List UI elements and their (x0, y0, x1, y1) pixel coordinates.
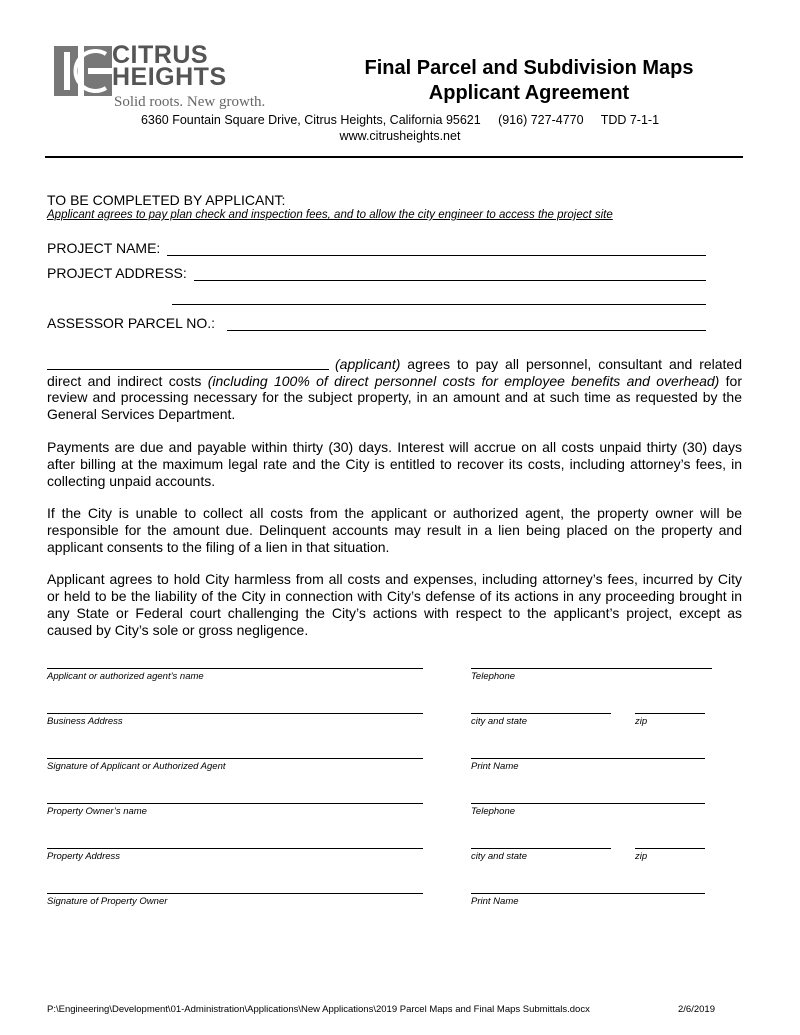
city-logo-icon (54, 46, 112, 96)
print-name-2-caption: Print Name (471, 896, 519, 907)
logo-wordmark (112, 41, 227, 91)
paragraph-2: Payments are due and payable within thirty (30) days. Interest will accrue on all costs unpaid thirty (30) days after billing at the maximum legal rate and the City is entitled to recover its costs, including attorney’s fees, in collecting unpaid accounts. (47, 439, 742, 489)
paragraph-1-line-2 (47, 373, 742, 390)
document-title-line-2: Applicant Agreement (428, 82, 630, 104)
paragraph-1-line-1-text: agrees to pay all personnel, consultant and related (407, 356, 743, 372)
paragraph-1-line-3: review and processing necessary for the subject property, in an amount and at such time as requested by the General Services Department. (47, 389, 742, 422)
section-subheading: Applicant agrees to pay plan check and inspection fees, and to allow the city engineer to access the project site (47, 209, 613, 221)
project-address-field[interactable] (194, 280, 706, 281)
applicant-italic: (applicant) (335, 356, 401, 372)
city-state-1-line[interactable] (471, 713, 611, 714)
city-address: 6360 Fountain Square Drive, Citrus Heights, California 95621 (916) 727-4770 TDD 7-1-1 (140, 113, 660, 127)
paragraph-1-line-2-italic: (including 100% of direct personnel costs for employee benefits and overhead) (207, 373, 720, 389)
footer-file-path: P:\Engineering\Development\01-Administration\Applications\New Applications\2019 Parcel Maps and Final Maps Submittals.docx (47, 1004, 590, 1015)
property-address-line[interactable] (47, 848, 423, 849)
logo-line-1: CITRUS (112, 41, 209, 69)
owner-signature-caption: Signature of Property Owner (47, 896, 168, 907)
paragraph-1-line-2-a: direct and indirect costs (47, 373, 208, 389)
logo-line-2: HEIGHTS (112, 63, 227, 91)
owner-signature-line[interactable] (47, 893, 423, 894)
business-address-line[interactable] (47, 713, 423, 714)
project-name-field[interactable] (167, 255, 706, 256)
zip-2-line[interactable] (635, 848, 705, 849)
city-website: www.citrusheights.net (339, 129, 461, 143)
applicant-signature-caption: Signature of Applicant or Authorized Agent (47, 761, 226, 772)
owner-name-caption: Property Owner’s name (47, 806, 147, 817)
telephone-2-line[interactable] (471, 803, 705, 804)
project-address-label: PROJECT ADDRESS: (47, 265, 187, 281)
applicant-signature-line[interactable] (47, 758, 423, 759)
business-address-caption: Business Address (47, 716, 123, 727)
print-name-2-line[interactable] (471, 893, 705, 894)
zip-1-line[interactable] (635, 713, 705, 714)
applicant-name-caption: Applicant or authorized agent’s name (47, 671, 204, 682)
footer-date: 2/6/2019 (678, 1004, 715, 1015)
print-name-1-caption: Print Name (471, 761, 519, 772)
paragraph-1-line-2-b: for (719, 373, 742, 389)
logo-tagline: Solid roots. New growth. (114, 94, 266, 110)
section-heading: TO BE COMPLETED BY APPLICANT: (47, 192, 286, 208)
zip-2-caption: zip (635, 851, 648, 862)
apn-field[interactable] (227, 330, 706, 331)
telephone-1-line[interactable] (471, 668, 712, 669)
document-title-line-1: Final Parcel and Subdivision Maps (364, 57, 694, 79)
paragraph-4: Applicant agrees to hold City harmless from all costs and expenses, including attorney’s fees, incurred by City or held to be the liability of the City in connection with City’s defense of its actions in any proceeding brought in any State or Federal court challenging the City’s actions with respect to the applicant’s project, except as caused by City’s sole or gross negligence. (47, 571, 742, 638)
applicant-name-blank[interactable] (47, 369, 329, 370)
telephone-2-caption: Telephone (471, 806, 516, 817)
city-state-2-caption: city and state (471, 851, 527, 862)
project-address-field-line-2[interactable] (172, 304, 706, 305)
print-name-1-line[interactable] (471, 758, 705, 759)
zip-1-caption: zip (635, 716, 648, 727)
paragraph-1-line-1 (335, 356, 742, 373)
project-name-label: PROJECT NAME: (47, 240, 161, 256)
paragraph-3: If the City is unable to collect all costs from the applicant or authorized agent, the property owner will be responsible for the amount due. Delinquent accounts may result in a lien being placed on the property and applicant consents to the filing of a lien in that situation. (47, 505, 742, 555)
telephone-1-caption: Telephone (471, 671, 516, 682)
city-state-1-caption: city and state (471, 716, 527, 727)
apn-label: ASSESSOR PARCEL NO.: (47, 315, 216, 331)
city-state-2-line[interactable] (471, 848, 611, 849)
property-address-caption: Property Address (47, 851, 121, 862)
applicant-name-line[interactable] (47, 668, 423, 669)
header-divider (45, 156, 743, 158)
owner-name-line[interactable] (47, 803, 423, 804)
